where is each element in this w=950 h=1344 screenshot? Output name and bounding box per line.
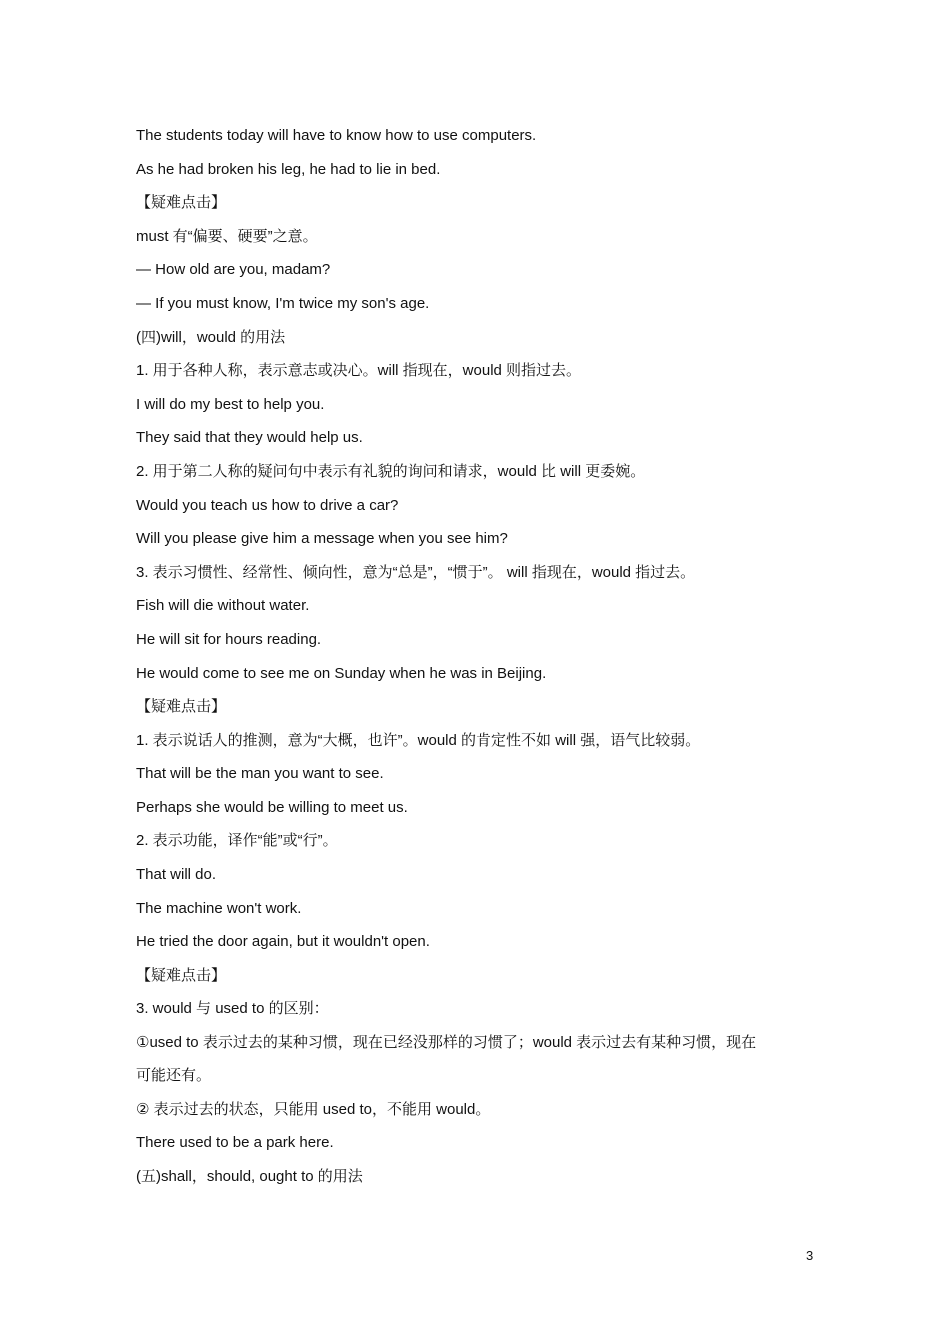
text-line: ② 表示过去的状态，只能用 used to，不能用 would。 <box>136 1100 491 1118</box>
text-line: 2. 用于第二人称的疑问句中表示有礼貌的询问和请求，would 比 will 更委婉。 <box>136 462 646 480</box>
text-line: Will you please give him a message when you see him? <box>136 530 508 548</box>
text-line: Fish will die without water. <box>136 597 310 615</box>
text-line: ①used to 表示过去的某种习惯，现在已经没那样的习惯了；would 表示过去有某种习惯，现在 <box>136 1034 757 1052</box>
text-line: He would come to see me on Sunday when he was in Beijing. <box>136 664 547 682</box>
text-line: As he had broken his leg, he had to lie in bed. <box>136 160 441 178</box>
section-marker: 【疑难点击】 <box>136 194 227 212</box>
text-line: must 有“偏要、硬要”之意。 <box>136 227 318 245</box>
text-line: Would you teach us how to drive a car? <box>136 496 399 514</box>
text-line: 可能还有。 <box>136 1067 212 1085</box>
text-line: They said that they would help us. <box>136 429 363 447</box>
text-line: — How old are you, madam? <box>136 261 331 279</box>
text-line: — If you must know, I'm twice my son's age. <box>136 294 430 312</box>
text-line: The students today will have to know how to use computers. <box>136 127 537 144</box>
text-line: 2. 表示功能，译作“能”或“行”。 <box>136 832 338 850</box>
text-line: He will sit for hours reading. <box>136 630 322 648</box>
page-number: 3 <box>806 1248 814 1263</box>
text-line: I will do my best to help you. <box>136 395 325 413</box>
text-line: There used to be a park here. <box>136 1134 334 1152</box>
document-body <box>136 124 826 1198</box>
text-line: He tried the door again, but it wouldn't open. <box>136 933 430 951</box>
section-heading: (五)shall，should, ought to 的用法 <box>136 1167 363 1185</box>
text-line: Perhaps she would be willing to meet us. <box>136 798 408 816</box>
text-line: 1. 表示说话人的推测，意为“大概，也许”。would 的肯定性不如 will 强，语气比较弱。 <box>136 731 701 749</box>
section-marker: 【疑难点击】 <box>136 966 227 984</box>
text-line: The machine won't work. <box>136 899 302 917</box>
text-line: 3. would 与 used to 的区别： <box>136 1000 329 1018</box>
text-line: 1. 用于各种人称，表示意志或决心。will 指现在，would 则指过去。 <box>136 362 582 380</box>
section-heading: (四)will，would 的用法 <box>136 328 286 346</box>
section-marker: 【疑难点击】 <box>136 698 227 716</box>
text-line: That will be the man you want to see. <box>136 765 384 783</box>
text-line: That will do. <box>136 866 217 884</box>
text-line: 3. 表示习惯性、经常性、倾向性，意为“总是”，“惯于”。 will 指现在，would 指过去。 <box>136 563 696 581</box>
